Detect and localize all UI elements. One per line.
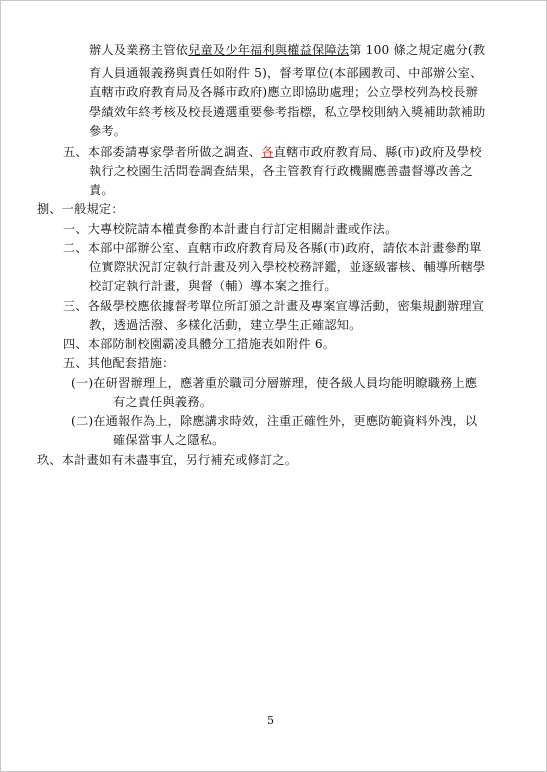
text-line: (一)在研習辦理上，應著重於職司分層辦理，使各級人員均能明瞭職務上應 xyxy=(71,376,478,390)
text-line: 參考。 xyxy=(89,124,127,138)
text-line: 責。 xyxy=(89,183,114,197)
highlighted-revision: 各 xyxy=(261,145,274,159)
text-line: 有之責任與義務。 xyxy=(113,395,213,409)
text-line: 確保當事人之隱私。 xyxy=(113,433,225,447)
text-line: 三、各級學校應依據督考單位所訂頒之計畫及專案宣導活動，密集規劃辦理宣 xyxy=(63,299,485,313)
text-segment: 辦人及業務主管依 xyxy=(89,43,189,57)
page-number: 5 xyxy=(267,714,274,727)
text-line: 育人員通報義務與責任如附件 5)，督考單位(本部國教司、中部辦公室、 xyxy=(89,66,483,80)
text-segment: 第 100 條之規定處分(教 xyxy=(349,43,486,57)
section-heading: 捌、一般規定： xyxy=(37,202,124,216)
text-line xyxy=(89,41,485,60)
text-line: 四、本部防制校園霸凌具體分工措施表如附件 6。 xyxy=(63,337,336,351)
underlined-law-name: 兒童及少年福利與權益保障法 xyxy=(188,43,350,57)
text-segment: 五、本部委請專家學者所做之調查、 xyxy=(63,145,262,159)
text-line xyxy=(63,143,482,162)
text-line: 一、大專校院請本權責參酌本計畫自行訂定相關計畫或作法。 xyxy=(63,222,398,236)
text-line: 直轄市政府教育局及各縣市政府)應立即協助處理；公立學校列為校長辦 xyxy=(89,85,478,99)
text-line: 位實際狀況訂定執行計畫及列入學校校務評鑑，並逐級審核、輔導所轄學 xyxy=(89,260,486,274)
text-segment: 直轄市政府教育局、縣(市)政府及學校 xyxy=(273,145,482,159)
text-line: 學績效年終考核及校長遴選重要參考指標，私立學校則納入獎補助款補助 xyxy=(89,105,486,119)
text-line: 五、其他配套措施： xyxy=(63,356,175,370)
text-line: 執行之校園生活問卷調查結果，各主管教育行政機關應善盡督導改善之 xyxy=(89,164,474,178)
text-line: (二)在通報作為上，除應講求時效，注重正確性外，更應防範資料外洩，以 xyxy=(71,414,478,428)
text-line: 校訂定執行計畫，與督（輔）導本案之推行。 xyxy=(89,279,337,293)
text-line: 教，透過活潑、多樣化活動，建立學生正確認知。 xyxy=(89,318,362,332)
section-heading: 玖、本計畫如有未盡事宜，另行補充或修訂之。 xyxy=(37,453,298,467)
text-line: 二、本部中部辦公室、直轄市政府教育局及各縣(市)政府，請依本計畫參酌單 xyxy=(63,241,482,255)
